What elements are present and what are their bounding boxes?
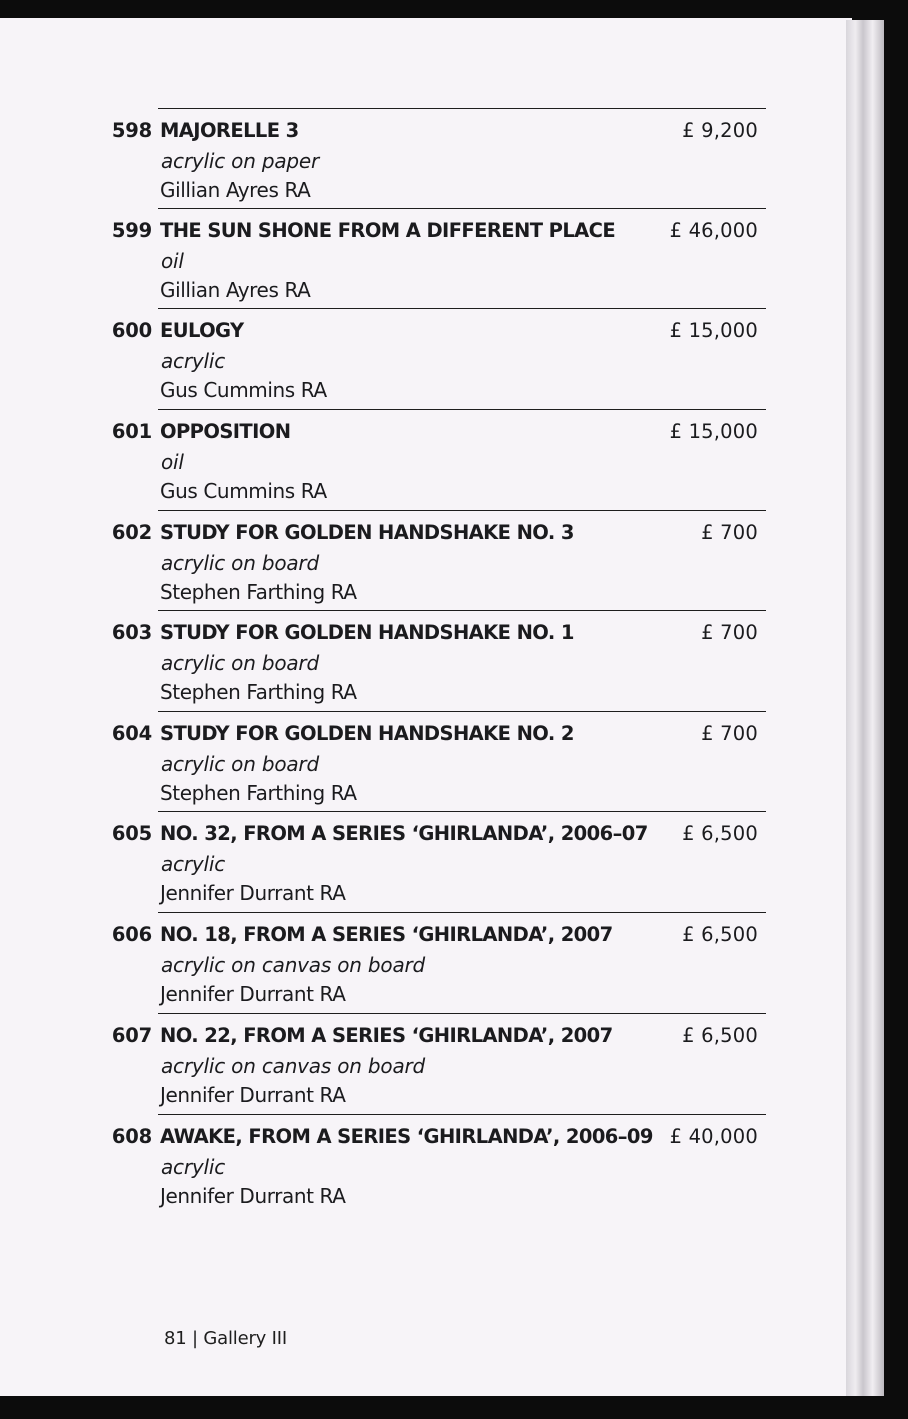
divider [158,409,766,410]
entry-artist: Gillian Ayres RA [160,178,311,202]
entry-number: 603 [111,621,152,644]
catalogue-page [0,18,852,1396]
entry-price: £ 15,000 [669,319,758,342]
entry-title: STUDY FOR GOLDEN HANDSHAKE NO. 3 [160,521,574,544]
entry-artist: Stephen Farthing RA [160,580,357,604]
entry-artist: Jennifer Durrant RA [160,881,346,905]
entry-medium: acrylic on paper [161,149,320,173]
list-item [0,208,852,308]
list-item [0,811,852,911]
entry-medium: acrylic on canvas on board [161,1054,426,1078]
list-item [0,108,852,208]
entry-number: 601 [111,420,152,443]
list-item [0,409,852,509]
entry-price: £ 700 [701,521,758,544]
entry-medium: acrylic on board [161,651,319,675]
entry-artist: Gus Cummins RA [160,378,327,402]
entry-price: £ 700 [701,722,758,745]
entry-title: EULOGY [160,319,244,342]
divider [158,308,766,309]
entry-price: £ 9,200 [682,119,758,142]
list-item [0,711,852,811]
entry-medium: acrylic [161,1155,226,1179]
divider [158,108,766,109]
entry-number: 599 [111,219,152,242]
divider [158,208,766,209]
entry-medium: acrylic on canvas on board [161,953,426,977]
entry-number: 605 [111,822,152,845]
entry-artist: Gus Cummins RA [160,479,327,503]
divider [158,811,766,812]
divider [158,711,766,712]
entry-number: 606 [111,923,152,946]
entry-title: AWAKE, FROM A SERIES ‘GHIRLANDA’, 2006–09 [160,1125,653,1148]
entry-artist: Jennifer Durrant RA [160,1083,346,1107]
entry-title: MAJORELLE 3 [160,119,299,142]
entry-artist: Jennifer Durrant RA [160,1184,346,1208]
entry-medium: acrylic [161,349,226,373]
entry-number: 602 [111,521,152,544]
page-edge [846,20,884,1396]
entry-price: £ 46,000 [669,219,758,242]
entry-title: NO. 22, FROM A SERIES ‘GHIRLANDA’, 2007 [160,1024,613,1047]
entry-title: NO. 18, FROM A SERIES ‘GHIRLANDA’, 2007 [160,923,613,946]
entry-artist: Gillian Ayres RA [160,278,311,302]
entry-price: £ 15,000 [669,420,758,443]
entry-medium: acrylic on board [161,551,319,575]
entry-number: 607 [111,1024,152,1047]
entry-artist: Jennifer Durrant RA [160,982,346,1006]
entry-price: £ 40,000 [669,1125,758,1148]
divider [158,510,766,511]
entry-price: £ 6,500 [682,923,758,946]
entry-title: STUDY FOR GOLDEN HANDSHAKE NO. 1 [160,621,574,644]
entry-title: OPPOSITION [160,420,291,443]
entry-medium: oil [161,450,184,474]
entry-title: STUDY FOR GOLDEN HANDSHAKE NO. 2 [160,722,574,745]
list-item [0,912,852,1012]
divider [158,610,766,611]
divider [158,912,766,913]
entry-title: THE SUN SHONE FROM A DIFFERENT PLACE [160,219,616,242]
entry-medium: acrylic [161,852,226,876]
entry-number: 608 [111,1125,152,1148]
entry-artist: Stephen Farthing RA [160,781,357,805]
entry-number: 604 [111,722,152,745]
page-footer: 81 | Gallery III [164,1328,287,1349]
entry-price: £ 700 [701,621,758,644]
divider [158,1114,766,1115]
list-item [0,1013,852,1113]
entry-medium: oil [161,249,184,273]
entry-medium: acrylic on board [161,752,319,776]
entry-price: £ 6,500 [682,1024,758,1047]
entry-artist: Stephen Farthing RA [160,680,357,704]
list-item [0,1114,852,1214]
entry-title: NO. 32, FROM A SERIES ‘GHIRLANDA’, 2006–07 [160,822,648,845]
entry-price: £ 6,500 [682,822,758,845]
entry-number: 598 [111,119,152,142]
list-item [0,510,852,610]
entry-number: 600 [111,319,152,342]
list-item [0,610,852,710]
list-item [0,308,852,408]
divider [158,1013,766,1014]
